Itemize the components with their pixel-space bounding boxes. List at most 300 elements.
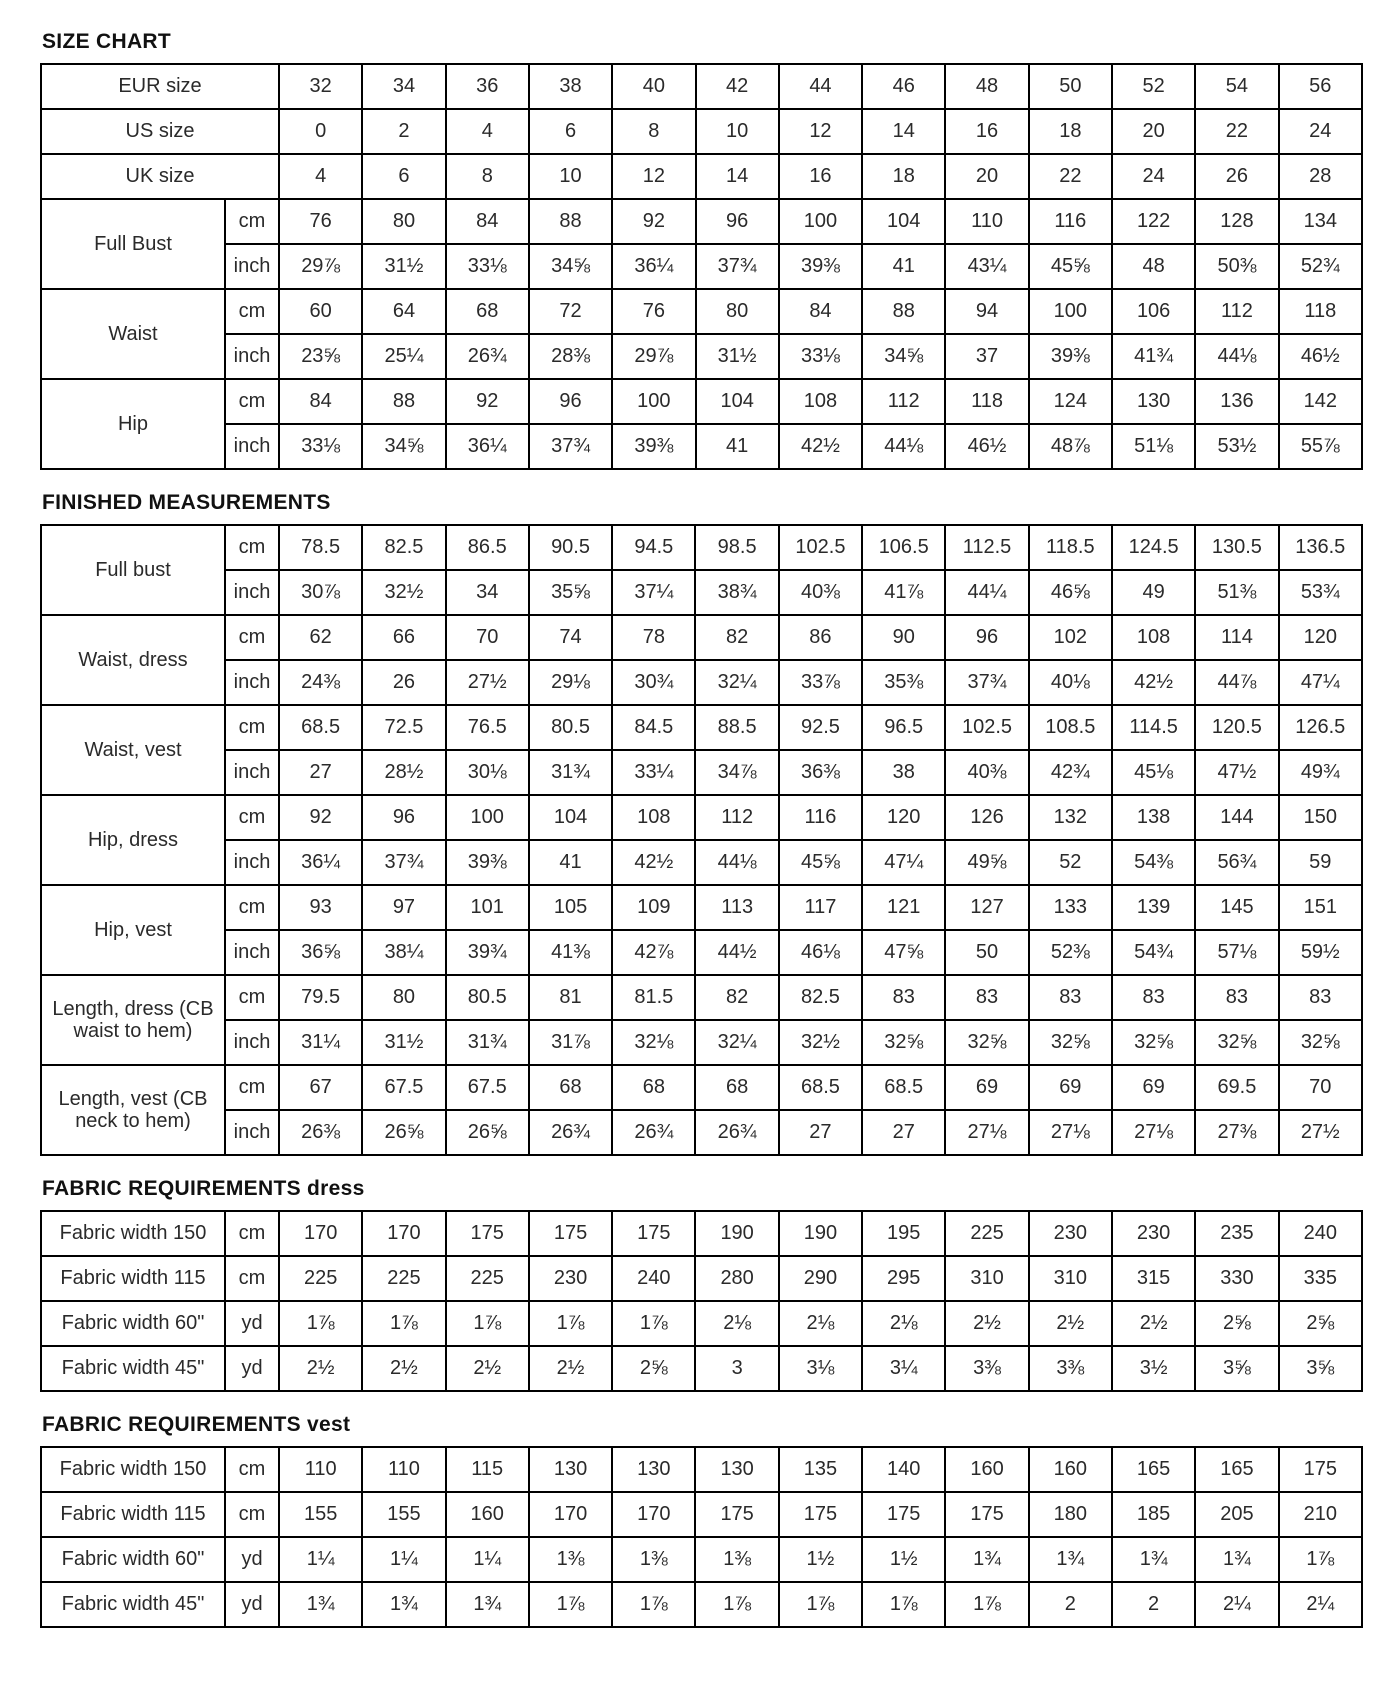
- row-label: Hip, dress: [41, 795, 225, 885]
- value-cell: 104: [529, 795, 612, 840]
- value-cell: 54¾: [1112, 930, 1195, 975]
- value-cell: 330: [1195, 1256, 1278, 1301]
- value-cell: 170: [612, 1492, 695, 1537]
- value-cell: 43¼: [945, 244, 1028, 289]
- value-cell: 26: [362, 660, 445, 705]
- value-cell: 37: [945, 334, 1028, 379]
- value-cell: 76: [279, 199, 362, 244]
- value-cell: 100: [612, 379, 695, 424]
- value-cell: 51⅜: [1195, 570, 1278, 615]
- unit-cell: cm: [225, 1447, 279, 1492]
- value-cell: 16: [945, 109, 1028, 154]
- value-cell: 1⅞: [1279, 1537, 1362, 1582]
- value-cell: 32⅝: [945, 1020, 1028, 1065]
- value-cell: 84: [279, 379, 362, 424]
- value-cell: 83: [1029, 975, 1112, 1020]
- value-cell: 145: [1195, 885, 1278, 930]
- value-cell: 230: [1029, 1211, 1112, 1256]
- value-cell: 83: [1279, 975, 1362, 1020]
- value-cell: 41: [529, 840, 612, 885]
- value-cell: 81: [529, 975, 612, 1020]
- value-cell: 112: [862, 379, 945, 424]
- value-cell: 82.5: [779, 975, 862, 1020]
- value-cell: 34⅝: [529, 244, 612, 289]
- value-cell: 83: [862, 975, 945, 1020]
- value-cell: 2½: [945, 1301, 1028, 1346]
- value-cell: 46½: [1279, 334, 1362, 379]
- value-cell: 112.5: [945, 525, 1028, 570]
- value-cell: 32½: [362, 570, 445, 615]
- value-cell: 32⅝: [1112, 1020, 1195, 1065]
- unit-cell: inch: [225, 750, 279, 795]
- value-cell: 104: [862, 199, 945, 244]
- value-cell: 88.5: [695, 705, 778, 750]
- value-cell: 37¼: [612, 570, 695, 615]
- value-cell: 20: [945, 154, 1028, 199]
- value-cell: 26¾: [529, 1110, 612, 1155]
- value-cell: 1⅞: [862, 1582, 945, 1627]
- value-cell: 114.5: [1112, 705, 1195, 750]
- value-cell: 70: [1279, 1065, 1362, 1110]
- value-cell: 92: [446, 379, 529, 424]
- value-cell: 59½: [1279, 930, 1362, 975]
- value-cell: 175: [695, 1492, 778, 1537]
- value-cell: 205: [1195, 1492, 1278, 1537]
- value-cell: 46⅝: [1029, 570, 1112, 615]
- value-cell: 230: [529, 1256, 612, 1301]
- value-cell: 1½: [862, 1537, 945, 1582]
- value-cell: 80: [362, 199, 445, 244]
- value-cell: 139: [1112, 885, 1195, 930]
- value-cell: 3½: [1112, 1346, 1195, 1391]
- value-cell: 68.5: [862, 1065, 945, 1110]
- row-label: Fabric width 150: [41, 1211, 225, 1256]
- table-row: [41, 244, 1362, 289]
- value-cell: 39¾: [446, 930, 529, 975]
- section-finished-measurements: [40, 491, 1363, 1156]
- value-cell: 27½: [1279, 1110, 1362, 1155]
- value-cell: 124: [1029, 379, 1112, 424]
- value-cell: 240: [612, 1256, 695, 1301]
- value-cell: 1¼: [362, 1537, 445, 1582]
- value-cell: 86.5: [446, 525, 529, 570]
- value-cell: 155: [279, 1492, 362, 1537]
- value-cell: 2⅝: [612, 1346, 695, 1391]
- value-cell: 83: [1195, 975, 1278, 1020]
- value-cell: 23⅝: [279, 334, 362, 379]
- value-cell: 41¾: [1112, 334, 1195, 379]
- value-cell: 1½: [779, 1537, 862, 1582]
- value-cell: 32¼: [695, 1020, 778, 1065]
- value-cell: 42¾: [1029, 750, 1112, 795]
- value-cell: 67.5: [362, 1065, 445, 1110]
- table-row: [41, 840, 1362, 885]
- value-cell: 31¾: [529, 750, 612, 795]
- value-cell: 108: [779, 379, 862, 424]
- value-cell: 155: [362, 1492, 445, 1537]
- value-cell: 38: [529, 64, 612, 109]
- unit-cell: yd: [225, 1582, 279, 1627]
- value-cell: 69: [1112, 1065, 1195, 1110]
- value-cell: 295: [862, 1256, 945, 1301]
- unit-cell: inch: [225, 1110, 279, 1155]
- value-cell: 57⅛: [1195, 930, 1278, 975]
- value-cell: 114: [1195, 615, 1278, 660]
- value-cell: 134: [1279, 199, 1362, 244]
- table-row: [41, 109, 1362, 154]
- value-cell: 41: [862, 244, 945, 289]
- value-cell: 31¼: [279, 1020, 362, 1065]
- row-label: Length, vest (CB neck to hem): [41, 1065, 225, 1155]
- value-cell: 110: [945, 199, 1028, 244]
- value-cell: 175: [612, 1211, 695, 1256]
- value-cell: 132: [1029, 795, 1112, 840]
- value-cell: 2⅝: [1195, 1301, 1278, 1346]
- value-cell: 175: [446, 1211, 529, 1256]
- value-cell: 42½: [1112, 660, 1195, 705]
- value-cell: 8: [446, 154, 529, 199]
- value-cell: 46: [862, 64, 945, 109]
- value-cell: 25¼: [362, 334, 445, 379]
- value-cell: 108.5: [1029, 705, 1112, 750]
- value-cell: 160: [945, 1447, 1028, 1492]
- table-row: [41, 750, 1362, 795]
- value-cell: 40: [612, 64, 695, 109]
- table-row: [41, 154, 1362, 199]
- value-cell: 30⅛: [446, 750, 529, 795]
- table-row: [41, 1256, 1362, 1301]
- value-cell: 52: [1029, 840, 1112, 885]
- table-row: [41, 1211, 1362, 1256]
- value-cell: 31⅞: [529, 1020, 612, 1065]
- value-cell: 12: [779, 109, 862, 154]
- value-cell: 31½: [362, 244, 445, 289]
- value-cell: 29⅞: [612, 334, 695, 379]
- value-cell: 10: [696, 109, 779, 154]
- value-cell: 165: [1195, 1447, 1278, 1492]
- row-label: US size: [41, 109, 279, 154]
- value-cell: 84.5: [612, 705, 695, 750]
- value-cell: 31¾: [446, 1020, 529, 1065]
- value-cell: 70: [446, 615, 529, 660]
- value-cell: 130: [1112, 379, 1195, 424]
- value-cell: 40⅛: [1029, 660, 1112, 705]
- value-cell: 4: [279, 154, 362, 199]
- value-cell: 2⅛: [779, 1301, 862, 1346]
- value-cell: 1⅞: [279, 1301, 362, 1346]
- value-cell: 31½: [696, 334, 779, 379]
- value-cell: 175: [529, 1211, 612, 1256]
- value-cell: 24⅜: [279, 660, 362, 705]
- value-cell: 54⅜: [1112, 840, 1195, 885]
- fabric-requirements-dress-table: [40, 1210, 1363, 1392]
- value-cell: 225: [279, 1256, 362, 1301]
- value-cell: 28⅜: [529, 334, 612, 379]
- value-cell: 64: [362, 289, 445, 334]
- value-cell: 52⅜: [1029, 930, 1112, 975]
- value-cell: 92: [612, 199, 695, 244]
- value-cell: 53¾: [1279, 570, 1362, 615]
- value-cell: 37¾: [945, 660, 1028, 705]
- value-cell: 14: [696, 154, 779, 199]
- value-cell: 33⅛: [779, 334, 862, 379]
- row-label: Fabric width 115: [41, 1256, 225, 1301]
- value-cell: 59: [1279, 840, 1362, 885]
- value-cell: 1⅞: [612, 1582, 695, 1627]
- section-fabric-requirements-vest: [40, 1413, 1363, 1628]
- value-cell: 28½: [362, 750, 445, 795]
- value-cell: 310: [945, 1256, 1028, 1301]
- table-row: [41, 1110, 1362, 1155]
- value-cell: 140: [862, 1447, 945, 1492]
- value-cell: 10: [529, 154, 612, 199]
- value-cell: 113: [695, 885, 778, 930]
- unit-cell: inch: [225, 1020, 279, 1065]
- unit-cell: inch: [225, 334, 279, 379]
- value-cell: 1⅞: [362, 1301, 445, 1346]
- value-cell: 118: [1279, 289, 1362, 334]
- row-label: Fabric width 60": [41, 1537, 225, 1582]
- value-cell: 92.5: [779, 705, 862, 750]
- value-cell: 48: [945, 64, 1028, 109]
- value-cell: 190: [695, 1211, 778, 1256]
- value-cell: 81.5: [612, 975, 695, 1020]
- value-cell: 53½: [1195, 424, 1278, 469]
- value-cell: 120.5: [1195, 705, 1278, 750]
- value-cell: 1⅜: [695, 1537, 778, 1582]
- value-cell: 42: [696, 64, 779, 109]
- table-row: [41, 1065, 1362, 1110]
- value-cell: 79.5: [279, 975, 362, 1020]
- table-row: [41, 930, 1362, 975]
- value-cell: 86: [779, 615, 862, 660]
- value-cell: 45⅝: [1029, 244, 1112, 289]
- unit-cell: yd: [225, 1537, 279, 1582]
- unit-cell: cm: [225, 795, 279, 840]
- value-cell: 280: [695, 1256, 778, 1301]
- value-cell: 1¼: [279, 1537, 362, 1582]
- value-cell: 40⅜: [945, 750, 1028, 795]
- value-cell: 109: [612, 885, 695, 930]
- value-cell: 84: [446, 199, 529, 244]
- value-cell: 210: [1279, 1492, 1362, 1537]
- value-cell: 52: [1112, 64, 1195, 109]
- value-cell: 117: [779, 885, 862, 930]
- value-cell: 151: [1279, 885, 1362, 930]
- value-cell: 44½: [695, 930, 778, 975]
- value-cell: 2½: [1029, 1301, 1112, 1346]
- value-cell: 68: [612, 1065, 695, 1110]
- value-cell: 1⅜: [612, 1537, 695, 1582]
- unit-cell: inch: [225, 244, 279, 289]
- value-cell: 3¼: [862, 1346, 945, 1391]
- value-cell: 96: [945, 615, 1028, 660]
- value-cell: 1⅜: [529, 1537, 612, 1582]
- unit-cell: cm: [225, 975, 279, 1020]
- table-row: [41, 1020, 1362, 1065]
- table-row: [41, 289, 1362, 334]
- unit-cell: inch: [225, 570, 279, 615]
- value-cell: 88: [362, 379, 445, 424]
- value-cell: 41⅞: [862, 570, 945, 615]
- value-cell: 39⅜: [612, 424, 695, 469]
- value-cell: 180: [1029, 1492, 1112, 1537]
- value-cell: 50: [945, 930, 1028, 975]
- value-cell: 33⅛: [446, 244, 529, 289]
- value-cell: 47¼: [862, 840, 945, 885]
- value-cell: 34: [446, 570, 529, 615]
- section-title-finished-measurements: FINISHED MEASUREMENTS: [42, 491, 331, 514]
- value-cell: 1¾: [945, 1537, 1028, 1582]
- value-cell: 34: [362, 64, 445, 109]
- value-cell: 2⅝: [1279, 1301, 1362, 1346]
- value-cell: 2: [1029, 1582, 1112, 1627]
- value-cell: 27⅛: [1029, 1110, 1112, 1155]
- value-cell: 315: [1112, 1256, 1195, 1301]
- value-cell: 128: [1195, 199, 1278, 244]
- value-cell: 48: [1112, 244, 1195, 289]
- value-cell: 37¾: [362, 840, 445, 885]
- row-label: Waist, dress: [41, 615, 225, 705]
- value-cell: 36⅝: [279, 930, 362, 975]
- finished-measurements-table: [40, 524, 1363, 1156]
- section-title-size-chart: SIZE CHART: [42, 30, 171, 53]
- value-cell: 27⅜: [1195, 1110, 1278, 1155]
- value-cell: 68.5: [279, 705, 362, 750]
- value-cell: 31½: [362, 1020, 445, 1065]
- table-row: [41, 1492, 1362, 1537]
- value-cell: 2¼: [1279, 1582, 1362, 1627]
- value-cell: 2¼: [1195, 1582, 1278, 1627]
- value-cell: 2⅛: [862, 1301, 945, 1346]
- value-cell: 235: [1195, 1211, 1278, 1256]
- row-label: Hip: [41, 379, 225, 469]
- value-cell: 3⅜: [945, 1346, 1028, 1391]
- value-cell: 97: [362, 885, 445, 930]
- unit-cell: cm: [225, 289, 279, 334]
- value-cell: 102: [1029, 615, 1112, 660]
- value-cell: 26⅝: [446, 1110, 529, 1155]
- value-cell: 35⅜: [862, 660, 945, 705]
- value-cell: 130: [695, 1447, 778, 1492]
- value-cell: 82: [695, 975, 778, 1020]
- value-cell: 78.5: [279, 525, 362, 570]
- value-cell: 34⅝: [862, 334, 945, 379]
- row-label: Fabric width 45": [41, 1582, 225, 1627]
- value-cell: 27½: [446, 660, 529, 705]
- value-cell: 54: [1195, 64, 1278, 109]
- value-cell: 130: [612, 1447, 695, 1492]
- table-row: [41, 975, 1362, 1020]
- value-cell: 94.5: [612, 525, 695, 570]
- value-cell: 37¾: [529, 424, 612, 469]
- value-cell: 26⅝: [362, 1110, 445, 1155]
- value-cell: 116: [779, 795, 862, 840]
- section-title-fabric-requirements-vest: FABRIC REQUIREMENTS vest: [42, 1413, 351, 1436]
- value-cell: 118.5: [1029, 525, 1112, 570]
- value-cell: 36¼: [612, 244, 695, 289]
- value-cell: 1¾: [362, 1582, 445, 1627]
- value-cell: 112: [1195, 289, 1278, 334]
- value-cell: 68.5: [779, 1065, 862, 1110]
- value-cell: 34⅝: [362, 424, 445, 469]
- value-cell: 165: [1112, 1447, 1195, 1492]
- value-cell: 33⅞: [779, 660, 862, 705]
- value-cell: 62: [279, 615, 362, 660]
- value-cell: 39⅜: [446, 840, 529, 885]
- unit-cell: inch: [225, 930, 279, 975]
- value-cell: 290: [779, 1256, 862, 1301]
- value-cell: 78: [612, 615, 695, 660]
- value-cell: 32: [279, 64, 362, 109]
- value-cell: 80: [362, 975, 445, 1020]
- value-cell: 22: [1195, 109, 1278, 154]
- table-row: [41, 379, 1362, 424]
- table-row: [41, 64, 1362, 109]
- value-cell: 32⅛: [612, 1020, 695, 1065]
- row-label: Waist, vest: [41, 705, 225, 795]
- value-cell: 127: [945, 885, 1028, 930]
- value-cell: 122: [1112, 199, 1195, 244]
- value-cell: 2½: [279, 1346, 362, 1391]
- value-cell: 16: [779, 154, 862, 199]
- row-label: Hip, vest: [41, 885, 225, 975]
- value-cell: 8: [612, 109, 695, 154]
- value-cell: 68: [695, 1065, 778, 1110]
- table-row: [41, 795, 1362, 840]
- value-cell: 106.5: [862, 525, 945, 570]
- value-cell: 175: [945, 1492, 1028, 1537]
- value-cell: 225: [945, 1211, 1028, 1256]
- value-cell: 1⅞: [529, 1582, 612, 1627]
- value-cell: 133: [1029, 885, 1112, 930]
- value-cell: 138: [1112, 795, 1195, 840]
- value-cell: 74: [529, 615, 612, 660]
- value-cell: 175: [779, 1492, 862, 1537]
- value-cell: 35⅝: [529, 570, 612, 615]
- value-cell: 310: [1029, 1256, 1112, 1301]
- value-cell: 83: [1112, 975, 1195, 1020]
- value-cell: 46½: [945, 424, 1028, 469]
- value-cell: 69: [945, 1065, 1028, 1110]
- value-cell: 68: [529, 1065, 612, 1110]
- value-cell: 4: [446, 109, 529, 154]
- value-cell: 225: [362, 1256, 445, 1301]
- value-cell: 44⅛: [862, 424, 945, 469]
- value-cell: 136.5: [1279, 525, 1362, 570]
- value-cell: 106: [1112, 289, 1195, 334]
- value-cell: 40⅜: [779, 570, 862, 615]
- value-cell: 92: [279, 795, 362, 840]
- value-cell: 49⅝: [945, 840, 1028, 885]
- unit-cell: cm: [225, 379, 279, 424]
- value-cell: 110: [362, 1447, 445, 1492]
- unit-cell: cm: [225, 885, 279, 930]
- value-cell: 83: [945, 975, 1028, 1020]
- table-row: [41, 1447, 1362, 1492]
- value-cell: 1⅞: [779, 1582, 862, 1627]
- value-cell: 1⅞: [612, 1301, 695, 1346]
- unit-cell: inch: [225, 424, 279, 469]
- value-cell: 41⅜: [529, 930, 612, 975]
- unit-cell: yd: [225, 1301, 279, 1346]
- value-cell: 2½: [529, 1346, 612, 1391]
- value-cell: 120: [1279, 615, 1362, 660]
- value-cell: 104: [696, 379, 779, 424]
- value-cell: 49: [1112, 570, 1195, 615]
- value-cell: 44⅛: [695, 840, 778, 885]
- value-cell: 115: [446, 1447, 529, 1492]
